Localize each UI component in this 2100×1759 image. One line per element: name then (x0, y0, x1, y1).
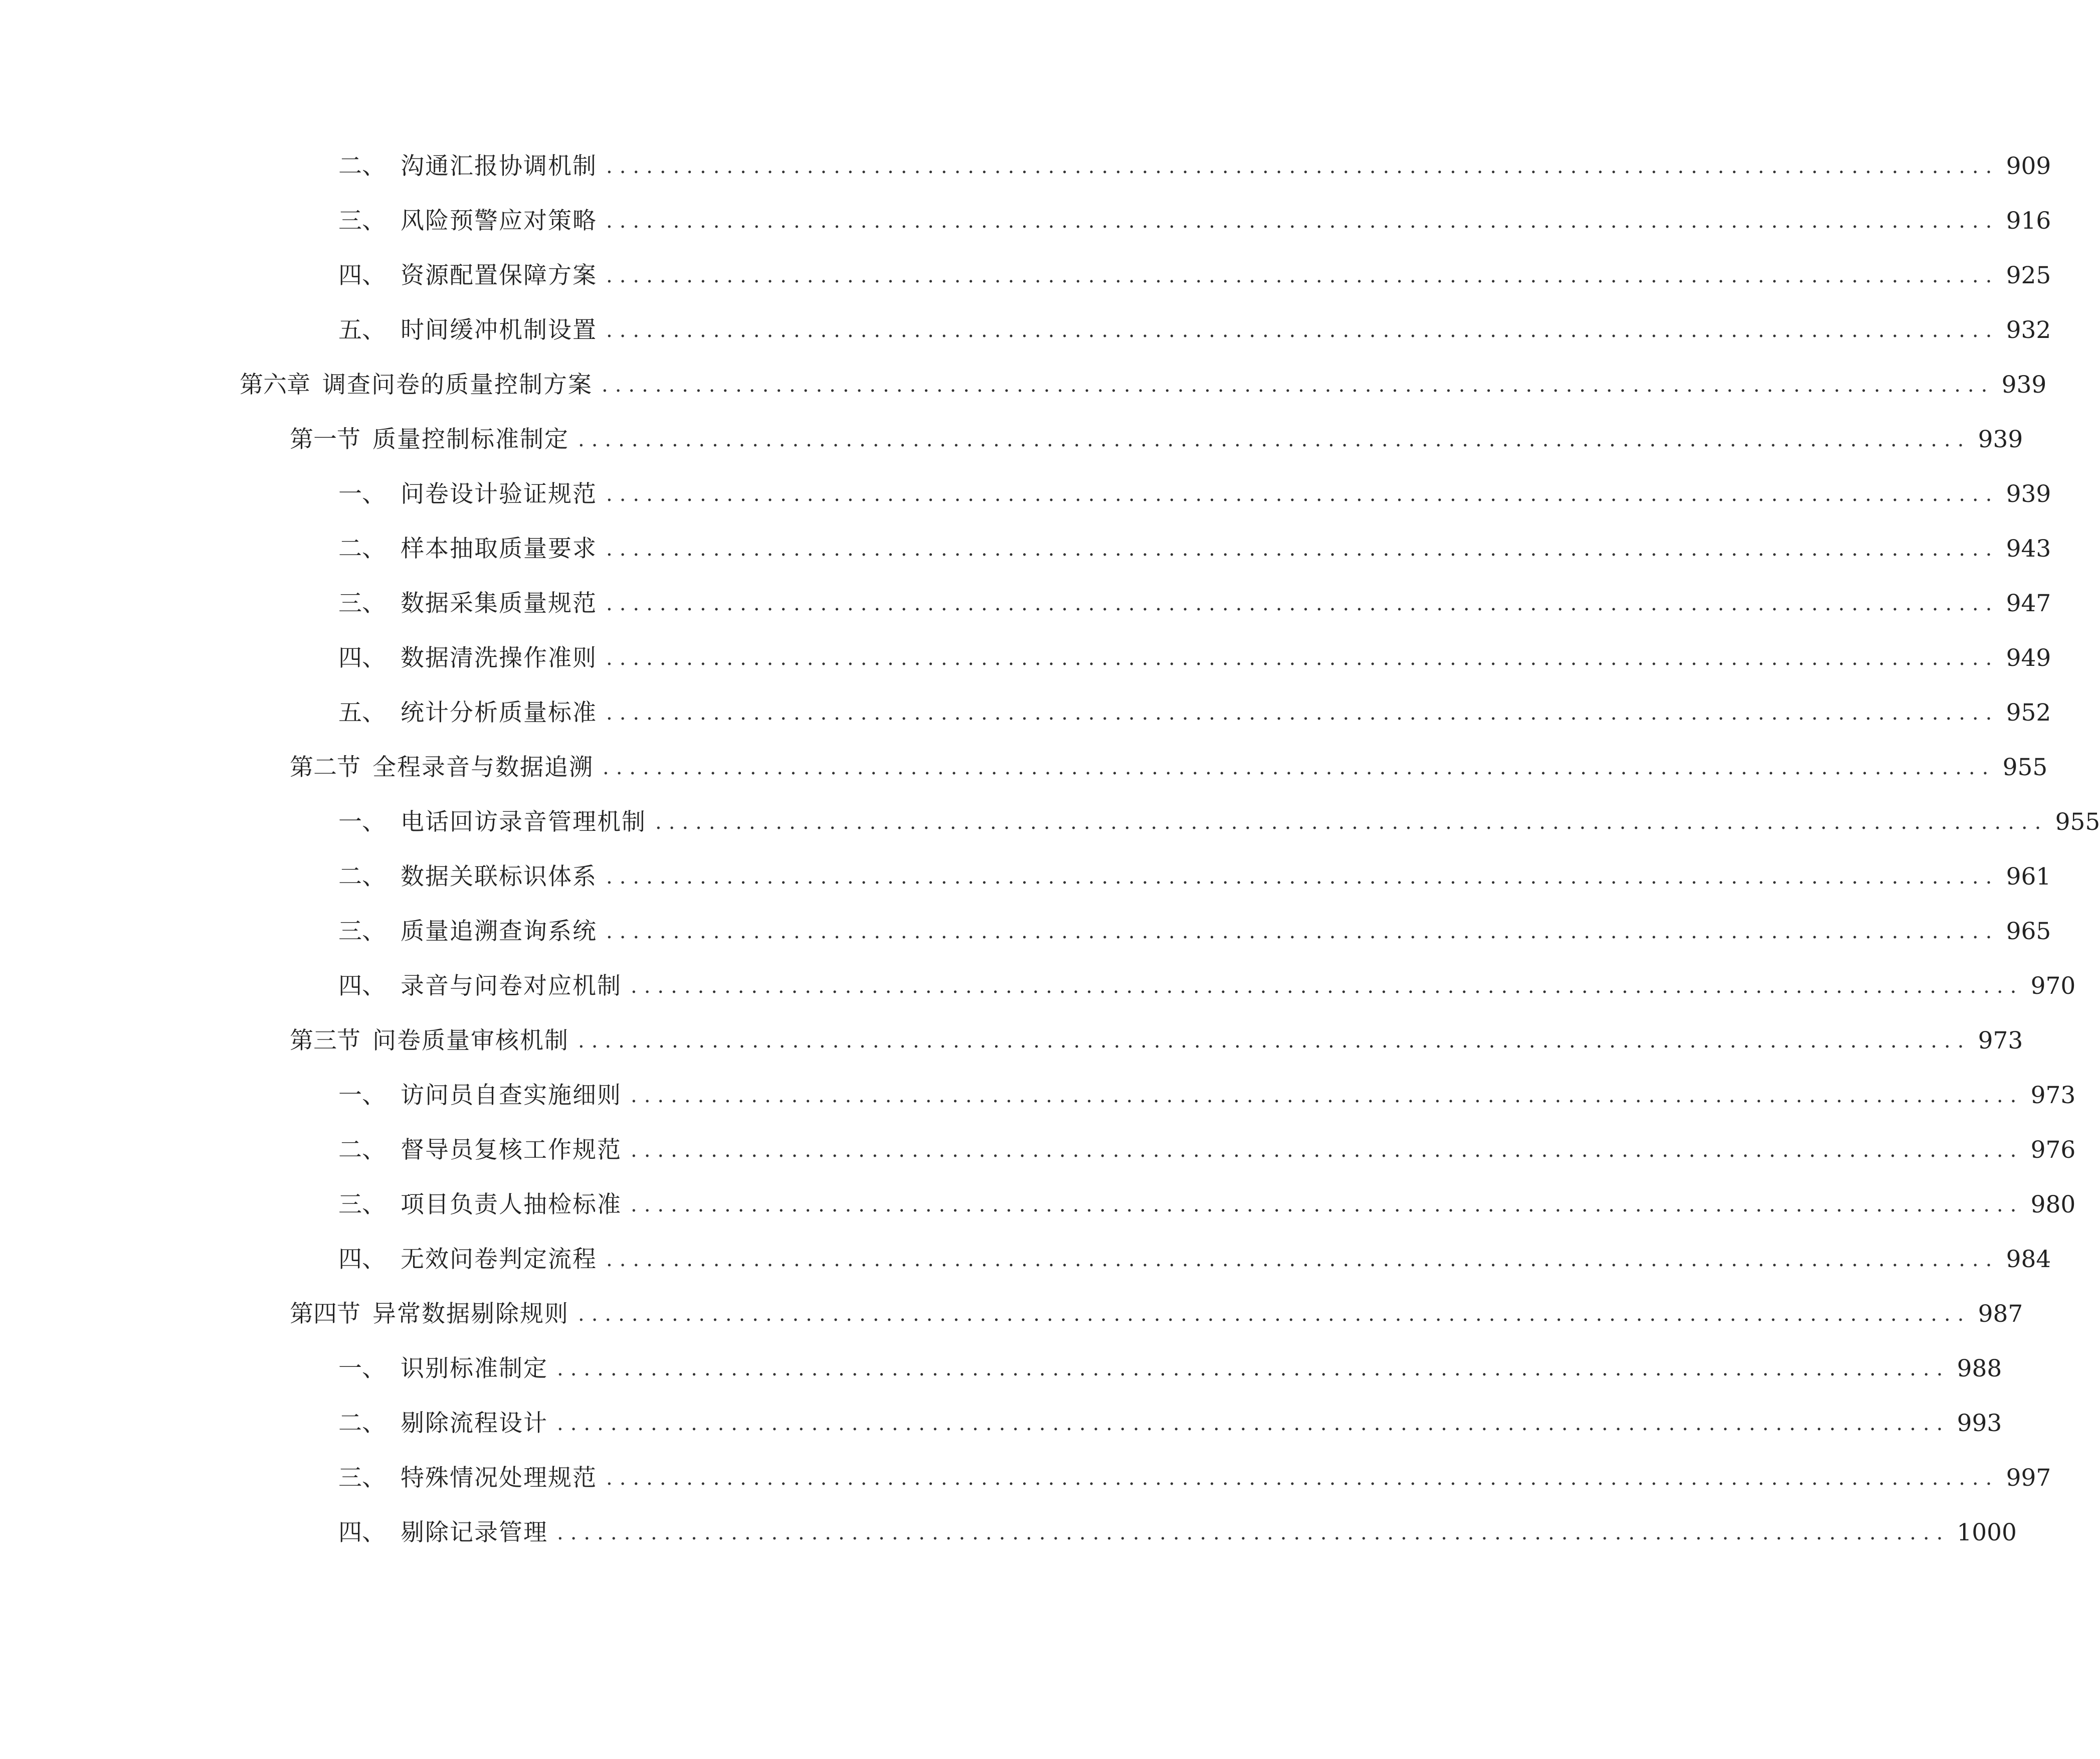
entry-page-number: 1000 (1957, 1519, 2017, 1546)
entry-title: 访问员自查实施细则 (401, 1082, 622, 1109)
entry-page-number: 916 (2006, 207, 2051, 235)
entry-title: 无效问卷判定流程 (401, 1246, 597, 1273)
toc-entry[interactable] (338, 1458, 2051, 1498)
entry-title: 时间缓冲机制设置 (401, 316, 597, 344)
toc-entry[interactable] (338, 146, 2051, 187)
entry-page-number: 939 (1978, 426, 2023, 453)
entry-title: 质量追溯查询系统 (401, 918, 597, 945)
entry-page-number: 984 (2006, 1246, 2051, 1273)
entry-page-number: 909 (2006, 152, 2051, 180)
toc-entry[interactable] (338, 857, 2051, 897)
dot-leader: ........................................................................................................ (631, 1139, 2024, 1162)
entry-title: 数据关联标识体系 (401, 863, 597, 891)
toc-entry[interactable] (338, 638, 2051, 678)
toc-entry-section[interactable] (290, 1294, 2023, 1334)
dot-leader: ........................................................................................................ (606, 319, 1999, 342)
entry-title: 全程录音与数据追溯 (372, 754, 594, 781)
dot-leader: ........................................................................................................ (606, 1248, 1999, 1271)
entry-title: 统计分析质量标准 (401, 699, 597, 727)
entry-number: 四、 (338, 972, 386, 1000)
entry-page-number: 939 (2006, 480, 2051, 508)
entry-page-number: 965 (2006, 918, 2051, 945)
dot-leader: ........................................................................................................ (631, 1193, 2024, 1216)
entry-number: 二、 (338, 863, 386, 891)
entry-number: 一、 (338, 480, 386, 508)
entry-title: 识别标准制定 (401, 1355, 548, 1382)
entry-title: 风险预警应对策略 (401, 207, 597, 235)
dot-leader: ........................................................................................................ (606, 701, 1999, 725)
toc-entry[interactable] (338, 256, 2051, 296)
dot-leader: ........................................................................................................ (606, 1467, 1999, 1490)
toc-entry[interactable] (338, 1349, 2002, 1389)
dot-leader: ........................................................................................................ (606, 920, 1999, 943)
entry-title: 异常数据剔除规则 (372, 1300, 569, 1328)
entry-number: 一、 (338, 808, 386, 836)
entry-number: 四、 (338, 1519, 386, 1546)
toc-entry-section[interactable] (290, 1021, 2023, 1061)
toc-entry[interactable] (338, 1076, 2076, 1116)
entry-title: 样本抽取质量要求 (401, 535, 597, 563)
entry-number: 五、 (338, 699, 386, 727)
toc-entry[interactable] (338, 966, 2076, 1006)
toc-entry[interactable] (338, 529, 2051, 569)
dot-leader: ........................................................................................................ (602, 374, 1995, 397)
entry-number: 三、 (338, 207, 386, 235)
entry-title: 录音与问卷对应机制 (401, 972, 622, 1000)
entry-number: 五、 (338, 316, 386, 344)
entry-title: 项目负责人抽检标准 (401, 1191, 622, 1218)
entry-number: 二、 (338, 152, 386, 180)
entry-number: 第三节 (290, 1027, 360, 1054)
toc-entry[interactable] (338, 693, 2051, 733)
entry-page-number: 955 (2055, 808, 2100, 836)
entry-page-number: 988 (1957, 1355, 2002, 1382)
entry-title: 数据清洗操作准则 (401, 644, 597, 672)
entry-title: 资源配置保障方案 (401, 262, 597, 289)
entry-number: 三、 (338, 1191, 386, 1218)
toc-entry[interactable] (338, 474, 2051, 514)
dot-leader: ........................................................................................................ (578, 1303, 1971, 1326)
toc-entry-section[interactable] (290, 420, 2023, 460)
entry-number: 四、 (338, 644, 386, 672)
toc-entry[interactable] (338, 1240, 2051, 1280)
entry-title: 调查问卷的质量控制方案 (322, 371, 593, 399)
entry-number: 四、 (338, 1246, 386, 1273)
toc-entry[interactable] (338, 584, 2051, 624)
entry-number: 第二节 (290, 754, 360, 781)
entry-page-number: 943 (2006, 535, 2051, 563)
entry-title: 问卷设计验证规范 (401, 480, 597, 508)
entry-page-number: 980 (2030, 1191, 2076, 1218)
toc-entry-chapter[interactable] (240, 365, 2047, 405)
dot-leader: ........................................................................................................ (578, 1029, 1971, 1052)
entry-page-number: 973 (1978, 1027, 2023, 1054)
toc-entry[interactable] (338, 310, 2051, 350)
dot-leader: ........................................................................................................ (631, 975, 2024, 998)
entry-page-number: 997 (2006, 1464, 2051, 1492)
entry-number: 一、 (338, 1355, 386, 1382)
dot-leader: ........................................................................................................ (557, 1521, 1950, 1544)
entry-number: 二、 (338, 1136, 386, 1164)
entry-page-number: 939 (2001, 371, 2047, 399)
entry-title: 电话回访录音管理机制 (401, 808, 646, 836)
entry-page-number: 961 (2006, 863, 2051, 891)
dot-leader: ........................................................................................................ (557, 1357, 1950, 1380)
entry-number: 四、 (338, 262, 386, 289)
entry-page-number: 947 (2006, 590, 2051, 617)
entry-number: 三、 (338, 1464, 386, 1492)
entry-page-number: 932 (2006, 316, 2051, 344)
entry-page-number: 973 (2030, 1082, 2076, 1109)
entry-title: 数据采集质量规范 (401, 590, 597, 617)
entry-number: 二、 (338, 535, 386, 563)
dot-leader: ........................................................................................................ (606, 210, 1999, 233)
entry-number: 二、 (338, 1410, 386, 1437)
dot-leader: ........................................................................................................ (606, 592, 1999, 615)
entry-number: 第四节 (290, 1300, 360, 1328)
dot-leader: ........................................................................................................ (606, 647, 1999, 670)
toc-entry[interactable] (338, 1185, 2076, 1225)
entry-page-number: 987 (1978, 1300, 2023, 1328)
entry-title: 问卷质量审核机制 (372, 1027, 569, 1054)
dot-leader: ........................................................................................................ (606, 865, 1999, 889)
entry-title: 剔除流程设计 (401, 1410, 548, 1437)
entry-number: 第六章 (240, 371, 310, 399)
dot-leader: ........................................................................................................ (606, 483, 1999, 506)
entry-page-number: 952 (2006, 699, 2051, 727)
entry-page-number: 970 (2030, 972, 2076, 1000)
toc-entry-section[interactable] (290, 748, 2048, 788)
entry-title: 督导员复核工作规范 (401, 1136, 622, 1164)
entry-number: 第一节 (290, 426, 360, 453)
dot-leader: ........................................................................................................ (606, 538, 1999, 561)
entry-title: 特殊情况处理规范 (401, 1464, 597, 1492)
entry-number: 三、 (338, 918, 386, 945)
dot-leader: ........................................................................................................ (631, 1084, 2024, 1107)
entry-page-number: 925 (2006, 262, 2051, 289)
entry-page-number: 949 (2006, 644, 2051, 672)
entry-number: 一、 (338, 1082, 386, 1109)
toc-entry[interactable] (338, 1403, 2002, 1444)
entry-title: 沟通汇报协调机制 (401, 152, 597, 180)
dot-leader: ........................................................................................................ (557, 1412, 1950, 1435)
toc-entry[interactable] (338, 201, 2051, 241)
toc-entry[interactable] (338, 1130, 2076, 1170)
toc-entry[interactable] (338, 802, 2100, 842)
dot-leader: ........................................................................................................ (655, 811, 2048, 834)
dot-leader: ........................................................................................................ (606, 264, 1999, 287)
entry-page-number: 976 (2030, 1136, 2076, 1164)
entry-page-number: 955 (2002, 754, 2048, 781)
entry-title: 剔除记录管理 (401, 1519, 548, 1546)
entry-title: 质量控制标准制定 (372, 426, 569, 453)
dot-leader: ........................................................................................................ (606, 155, 1999, 178)
entry-number: 三、 (338, 590, 386, 617)
dot-leader: ........................................................................................................ (578, 428, 1971, 451)
entry-page-number: 993 (1957, 1410, 2002, 1437)
dot-leader: ........................................................................................................ (603, 756, 1996, 779)
toc-entry[interactable] (338, 1513, 2017, 1553)
toc-entry[interactable] (338, 912, 2051, 952)
